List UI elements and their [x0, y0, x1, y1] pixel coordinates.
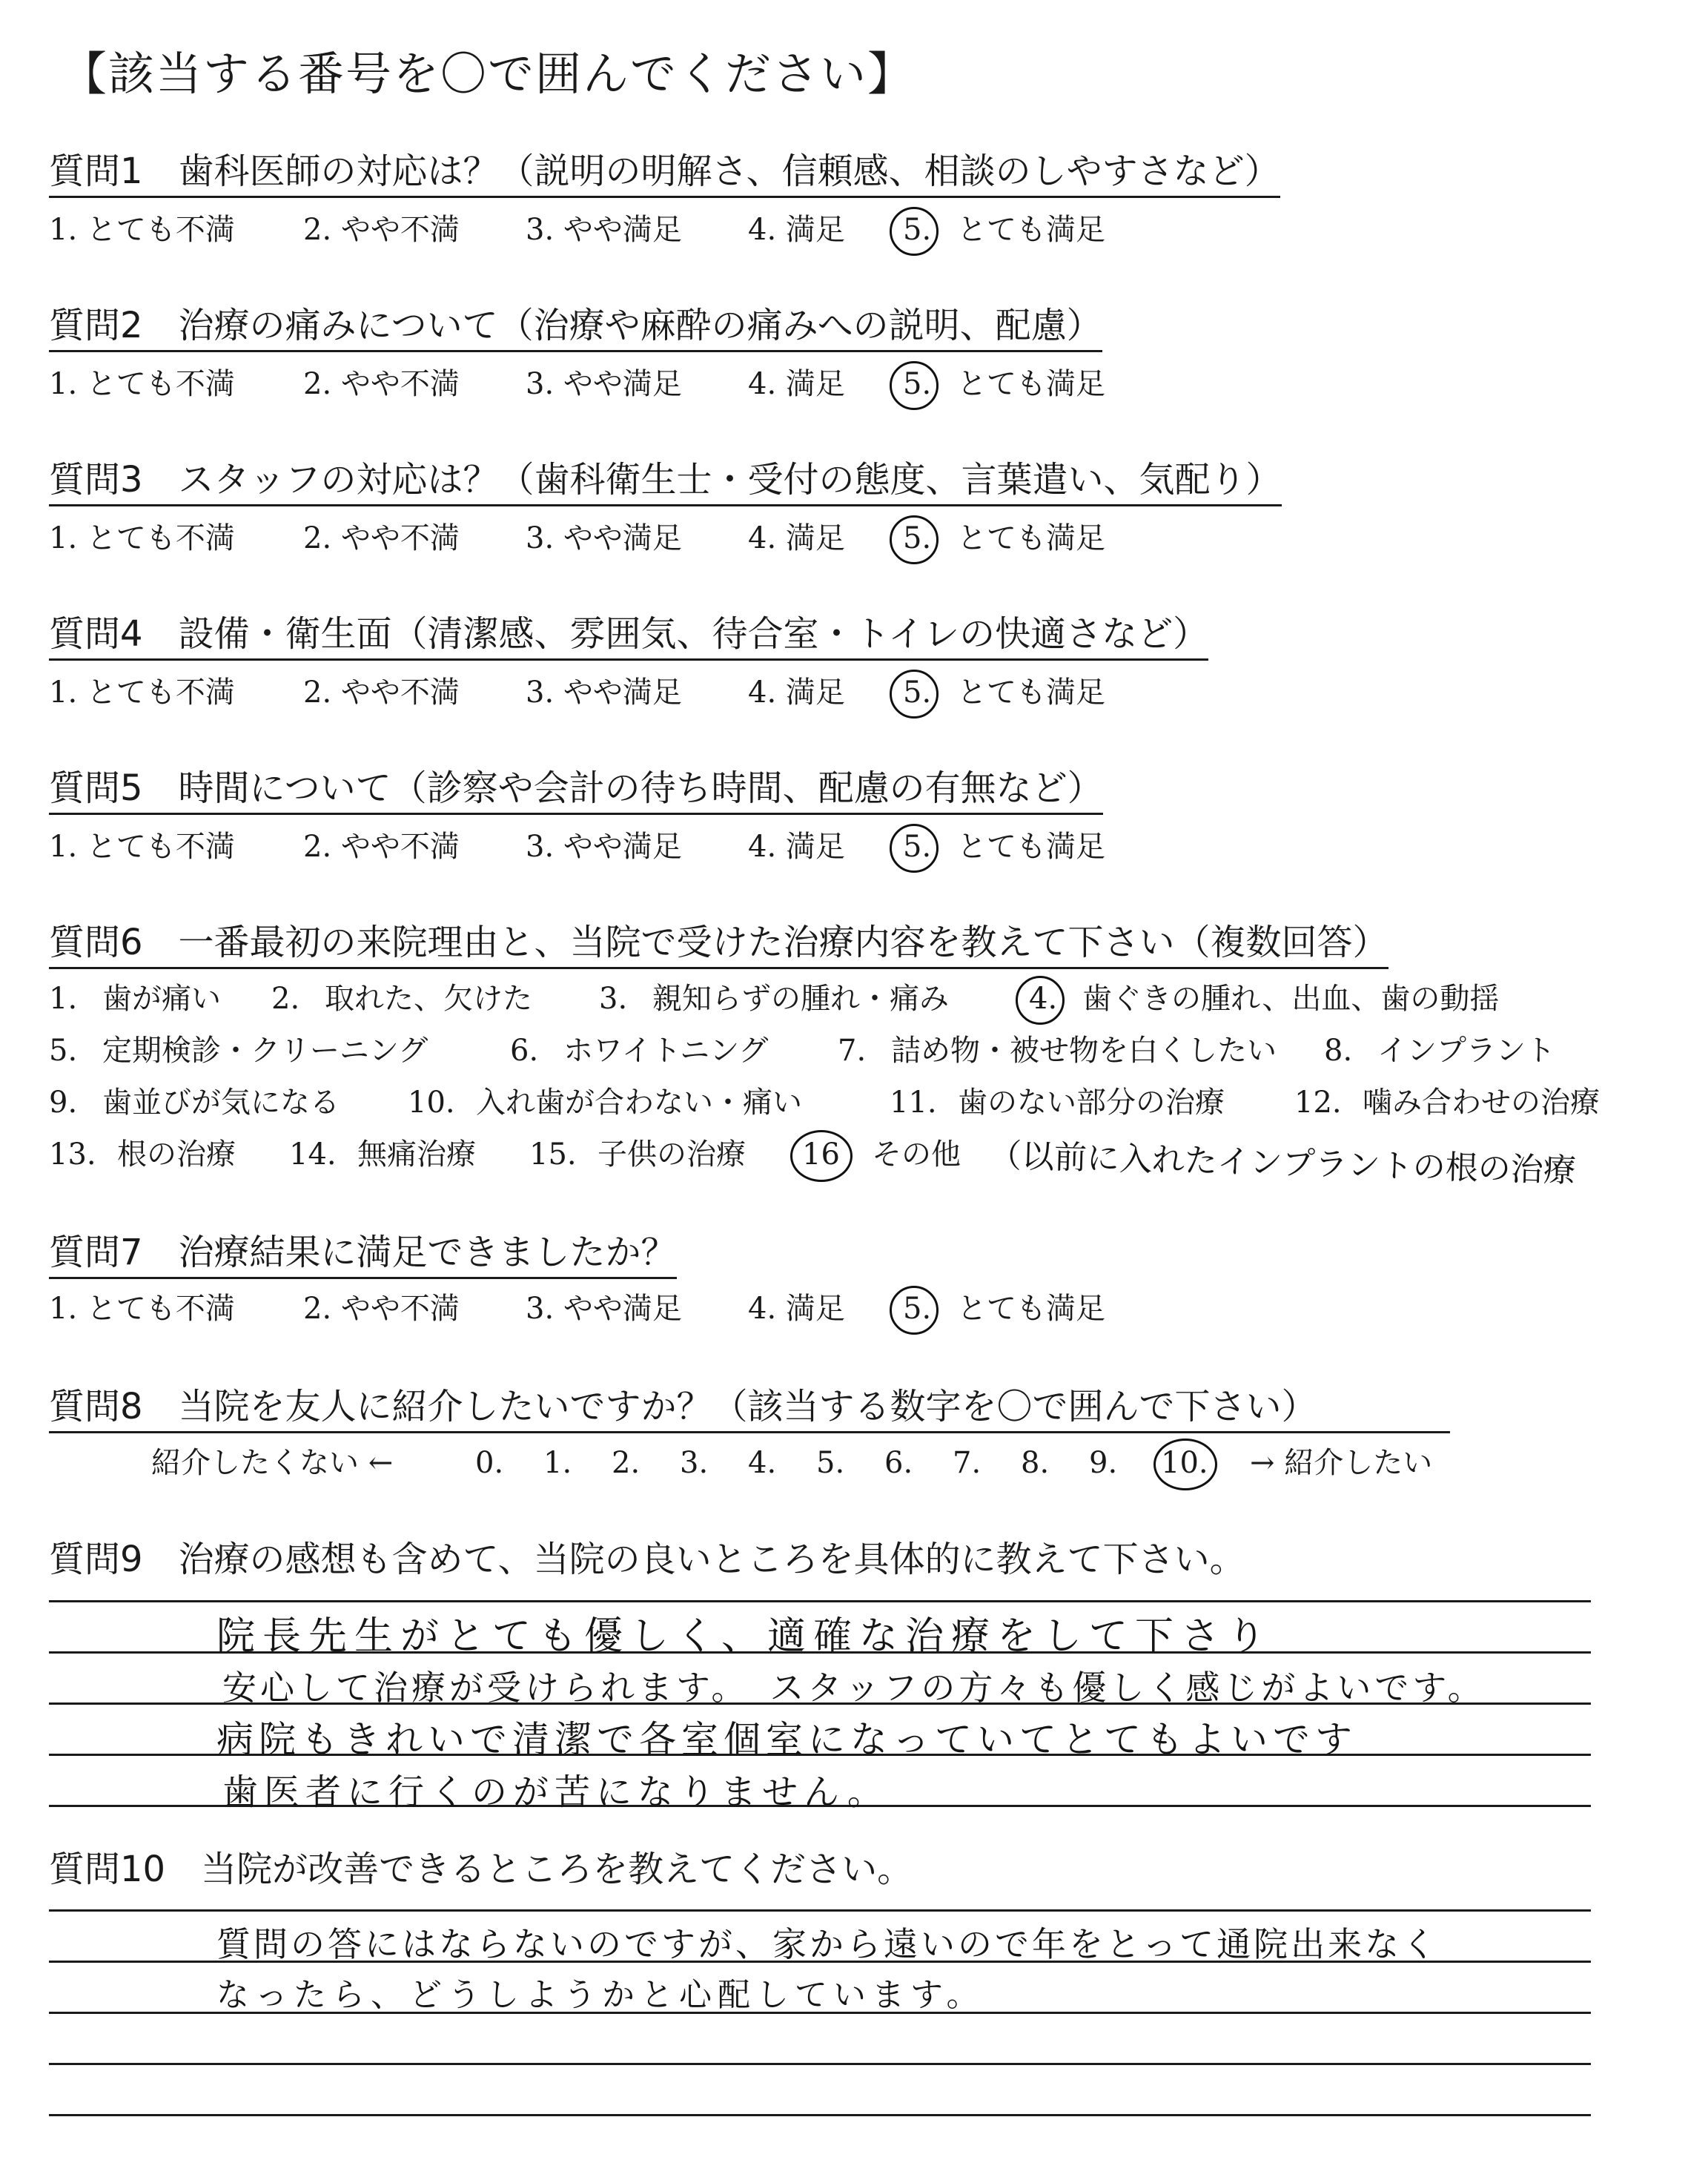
option-2[interactable]: 2. やや不満: [303, 521, 460, 555]
reason-number: 3.: [599, 982, 628, 1016]
selected-answer-circle: [1016, 976, 1065, 1025]
option-3[interactable]: 3. やや満足: [526, 367, 682, 401]
option-5-number[interactable]: 5.: [903, 1292, 932, 1326]
option-3[interactable]: 3. やや満足: [526, 1292, 682, 1326]
scale-value-6[interactable]: 6.: [884, 1446, 913, 1480]
question-number: 質問3: [49, 459, 143, 501]
selected-answer-circle: [1153, 1439, 1217, 1490]
reason-number: 4.: [1029, 982, 1058, 1016]
question-2-heading: [49, 303, 1102, 352]
answer-line: [49, 1909, 1591, 1912]
scale-left-label: 紹介したくない ←: [151, 1446, 394, 1480]
selected-answer-circle: [890, 361, 939, 410]
question-text: 治療の痛みについて（治療や麻酔の痛みへの説明、配慮）: [178, 305, 1102, 346]
question-8-heading: [49, 1384, 1450, 1433]
handwritten-answer-line: 院長先生がとても優しく、適確な治療をして下さり: [216, 1614, 1273, 1659]
reason-option[interactable]: 詰め物・被せ物を白くしたい: [891, 1034, 1277, 1068]
option-4[interactable]: 4. 満足: [748, 830, 845, 864]
reason-option[interactable]: 歯のない部分の治療: [958, 1086, 1225, 1120]
option-5-label: とても満足: [957, 676, 1105, 710]
reason-number: 15.: [529, 1137, 577, 1172]
option-5-label: とても満足: [957, 830, 1105, 864]
question-number: 質問10: [49, 1849, 166, 1890]
reason-number: 13.: [49, 1137, 96, 1172]
reason-option[interactable]: 根の治療: [117, 1137, 236, 1172]
reason-number: 9.: [49, 1086, 78, 1120]
reason-number: 6.: [510, 1034, 539, 1068]
selected-answer-circle: [790, 1130, 853, 1182]
option-5-number[interactable]: 5.: [903, 213, 932, 247]
reason-option[interactable]: 取れた、欠けた: [325, 982, 532, 1016]
reason-number-16: 16: [802, 1137, 840, 1172]
question-1-heading: [49, 148, 1280, 198]
question-7-heading: [49, 1229, 677, 1279]
reason-number: 12.: [1294, 1086, 1342, 1120]
option-2[interactable]: 2. やや不満: [303, 213, 460, 247]
question-number: 質問4: [49, 613, 143, 655]
page-title: 【該当する番号を〇で囲んでください】: [61, 47, 916, 101]
reason-option[interactable]: ホワイトニング: [563, 1034, 769, 1068]
option-4[interactable]: 4. 満足: [748, 213, 845, 247]
option-5-label: とても満足: [957, 1292, 1105, 1326]
reason-number: 2.: [271, 982, 300, 1016]
reason-number: 8.: [1324, 1034, 1353, 1068]
option-1[interactable]: 1. とても不満: [49, 830, 235, 864]
scale-value-7[interactable]: 7.: [953, 1446, 982, 1480]
question-text: 治療結果に満足できましたか？: [178, 1232, 677, 1273]
answer-line: [49, 2114, 1591, 2116]
question-6-heading: [49, 919, 1388, 969]
selected-answer-circle: [890, 1286, 939, 1335]
reason-number: 10.: [408, 1086, 455, 1120]
question-text: スタッフの対応は？（歯科衛生士・受付の態度、言葉遣い、気配り）: [178, 459, 1282, 501]
option-4[interactable]: 4. 満足: [748, 1292, 845, 1326]
option-5-label: とても満足: [957, 521, 1105, 555]
option-3[interactable]: 3. やや満足: [526, 676, 682, 710]
question-text: 設備・衛生面（清潔感、雰囲気、待合室・トイレの快適さなど）: [178, 613, 1209, 655]
scale-value-2[interactable]: 2.: [612, 1446, 640, 1480]
reason-option[interactable]: 歯ぐきの腫れ、出血、歯の動揺: [1082, 982, 1500, 1016]
option-2[interactable]: 2. やや不満: [303, 830, 460, 864]
option-3[interactable]: 3. やや満足: [526, 213, 682, 247]
option-2[interactable]: 2. やや不満: [303, 367, 460, 401]
option-2[interactable]: 2. やや不満: [303, 1292, 460, 1326]
reason-number: 5.: [49, 1034, 78, 1068]
scale-value-4[interactable]: 4.: [748, 1446, 777, 1480]
question-4-heading: [49, 611, 1208, 661]
option-1[interactable]: 1. とても不満: [49, 1292, 235, 1326]
answer-line: [49, 2063, 1591, 2065]
question-text: 当院を友人に紹介したいですか？（該当する数字を〇で囲んで下さい）: [178, 1386, 1317, 1427]
option-5-number[interactable]: 5.: [903, 676, 932, 710]
option-5-number[interactable]: 5.: [903, 367, 932, 401]
reason-number: 1.: [49, 982, 78, 1016]
handwritten-other-answer: （以前に入れたインプラントの根の治療: [988, 1137, 1577, 1190]
option-1[interactable]: 1. とても不満: [49, 676, 235, 710]
question-text: 時間について（診察や会計の待ち時間、配慮の有無など）: [178, 767, 1103, 809]
reason-option[interactable]: 歯が痛い: [102, 982, 221, 1016]
option-3[interactable]: 3. やや満足: [526, 830, 682, 864]
question-text: 治療の感想も含めて、当院の良いところを具体的に教えて下さい。: [178, 1539, 1245, 1580]
question-text: 歯科医師の対応は？（説明の明解さ、信頼感、相談のしやすさなど）: [178, 151, 1280, 192]
question-text: 当院が改善できるところを教えてください。: [201, 1849, 913, 1890]
reason-option[interactable]: 無痛治療: [357, 1137, 476, 1172]
scale-value-9[interactable]: 9.: [1089, 1446, 1118, 1480]
option-5-label: とても満足: [957, 367, 1105, 401]
scale-value-5[interactable]: 5.: [816, 1446, 845, 1480]
selected-answer-circle: [890, 670, 939, 719]
reason-number: 7.: [838, 1034, 867, 1068]
option-1[interactable]: 1. とても不満: [49, 521, 235, 555]
option-4[interactable]: 4. 満足: [748, 521, 845, 555]
selected-answer-circle: [890, 515, 939, 564]
option-1[interactable]: 1. とても不満: [49, 367, 235, 401]
scale-value-1[interactable]: 1.: [543, 1446, 572, 1480]
question-number: 質問8: [49, 1386, 143, 1427]
handwritten-answer-line: 歯医者に行くのが苦になりません。: [222, 1771, 889, 1813]
question-number: 質問1: [49, 151, 143, 192]
handwritten-answer-line: 質問の答にはならないのですが、家から遠いので年をとって通院出来なく: [216, 1924, 1440, 1964]
reason-option[interactable]: 子供の治療: [598, 1137, 746, 1172]
question-text: 一番最初の来院理由と、当院で受けた治療内容を教えて下さい（複数回答）: [178, 922, 1388, 963]
reason-number: 11.: [890, 1086, 937, 1120]
selected-answer-circle: [890, 824, 939, 873]
option-1[interactable]: 1. とても不満: [49, 213, 235, 247]
option-4[interactable]: 4. 満足: [748, 676, 845, 710]
option-4[interactable]: 4. 満足: [748, 367, 845, 401]
selected-answer-circle: [890, 207, 939, 256]
question-3-heading: [49, 457, 1282, 506]
reason-option-other[interactable]: その他: [872, 1137, 961, 1172]
option-2[interactable]: 2. やや不満: [303, 676, 460, 710]
question-10-heading: [49, 1846, 913, 1894]
answer-line: [49, 1600, 1591, 1602]
reason-option[interactable]: インプラント: [1377, 1034, 1555, 1068]
question-5-heading: [49, 765, 1103, 815]
question-number: 質問6: [49, 922, 143, 963]
scale-value-3[interactable]: 3.: [680, 1446, 709, 1480]
option-3[interactable]: 3. やや満足: [526, 521, 682, 555]
question-number: 質問5: [49, 767, 143, 809]
scale-value-8[interactable]: 8.: [1021, 1446, 1050, 1480]
option-5-number[interactable]: 5.: [903, 521, 932, 555]
reason-number: 14.: [289, 1137, 337, 1172]
option-5-label: とても満足: [957, 213, 1105, 247]
scale-value-10[interactable]: 10.: [1161, 1446, 1208, 1480]
handwritten-answer-line: なったら、どうしようかと心配しています。: [216, 1976, 985, 2014]
scale-value-0[interactable]: 0.: [475, 1446, 504, 1480]
reason-option[interactable]: 親知らずの腫れ・痛み: [652, 982, 949, 1016]
reason-option[interactable]: 定期検診・クリーニング: [102, 1034, 428, 1068]
scale-right-label: → 紹介したい: [1250, 1446, 1433, 1480]
reason-option[interactable]: 噛み合わせの治療: [1363, 1086, 1600, 1120]
option-5-number[interactable]: 5.: [903, 830, 932, 864]
reason-option[interactable]: 入れ歯が合わない・痛い: [476, 1086, 802, 1120]
handwritten-answer-line: 安心して治療が受けられます。 スタッフの方々も優しく感じがよいです。: [222, 1668, 1486, 1708]
handwritten-answer-line: 病院もきれいで清潔で各室個室になっていてとてもよいです: [216, 1718, 1357, 1761]
reason-option[interactable]: 歯並びが気になる: [102, 1086, 340, 1120]
question-number: 質問2: [49, 305, 143, 346]
question-number: 質問9: [49, 1539, 143, 1580]
question-9-heading: [49, 1536, 1245, 1584]
question-number: 質問7: [49, 1232, 143, 1273]
